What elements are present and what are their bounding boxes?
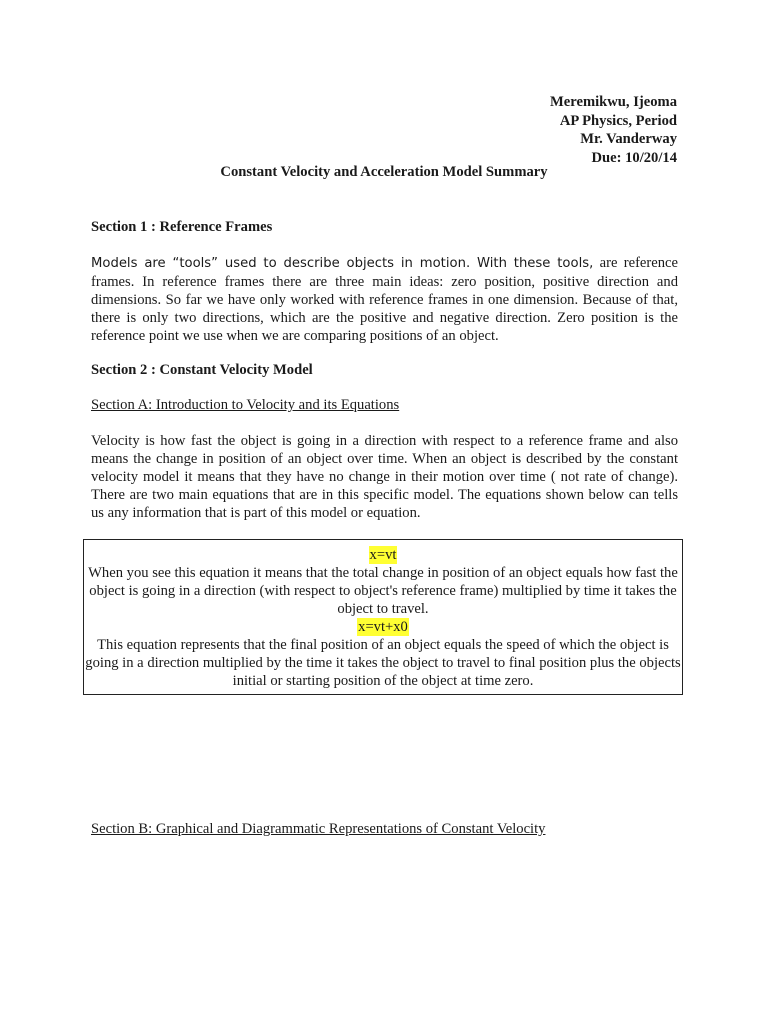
section1-paragraph-lead: Models are “tools” used to describe objects in motion. With these tools,	[91, 256, 594, 271]
section1-heading: Section 1 : Reference Frames	[91, 219, 273, 235]
teacher-name: Mr. Vanderway	[580, 131, 677, 147]
equation-2-formula: x=vt+x0	[358, 619, 408, 635]
section-b-heading: Section B: Graphical and Diagrammatic Representations of Constant Velocity	[91, 821, 546, 837]
student-header	[550, 93, 677, 167]
due-date: Due: 10/20/14	[591, 149, 677, 166]
section2-heading: Section 2 : Constant Velocity Model	[91, 362, 313, 378]
section1-paragraph-rest: are reference frames. In reference frames there are three main ideas: zero position, positive direction and dimensions. So far we have only worked with reference frames in one dimension. Because of that, there is only two directions, which are the positive and negative direction. Zero position is the reference point we use when we are comparing positions of an object.	[91, 255, 678, 344]
course-name: AP Physics, Period	[559, 112, 677, 129]
section1-paragraph	[91, 254, 678, 345]
document-title: Constant Velocity and Acceleration Model Summary	[220, 164, 548, 180]
student-name: Meremikwu, Ijeoma	[550, 94, 677, 110]
equation-1-explanation: When you see this equation it means that the total change in position of an object equals how fast the object is going in a direction (with respect to object's reference frame) multiplied by time it takes the object to travel.	[88, 565, 678, 617]
section-a-heading: Section A: Introduction to Velocity and its Equations	[91, 397, 400, 413]
equation-1-formula: x=vt	[369, 547, 397, 563]
section-a-paragraph: Velocity is how fast the object is going in a direction with respect to a reference frame and also means the change in position of an object over time. When an object is described by the constant velocity model it means that they have no change in their motion over time ( not rate of change). There are two main equations that are in this specific model. The equations shown below can tells us any information that is part of this model or equation.	[91, 433, 678, 521]
equations-box	[83, 539, 683, 695]
equation-2-explanation: This equation represents that the final position of an object equals the speed of which the object is going in a direction multiplied by the time it takes the object to travel to final position plus the objects initial or starting position of the object at time zero.	[85, 637, 681, 689]
